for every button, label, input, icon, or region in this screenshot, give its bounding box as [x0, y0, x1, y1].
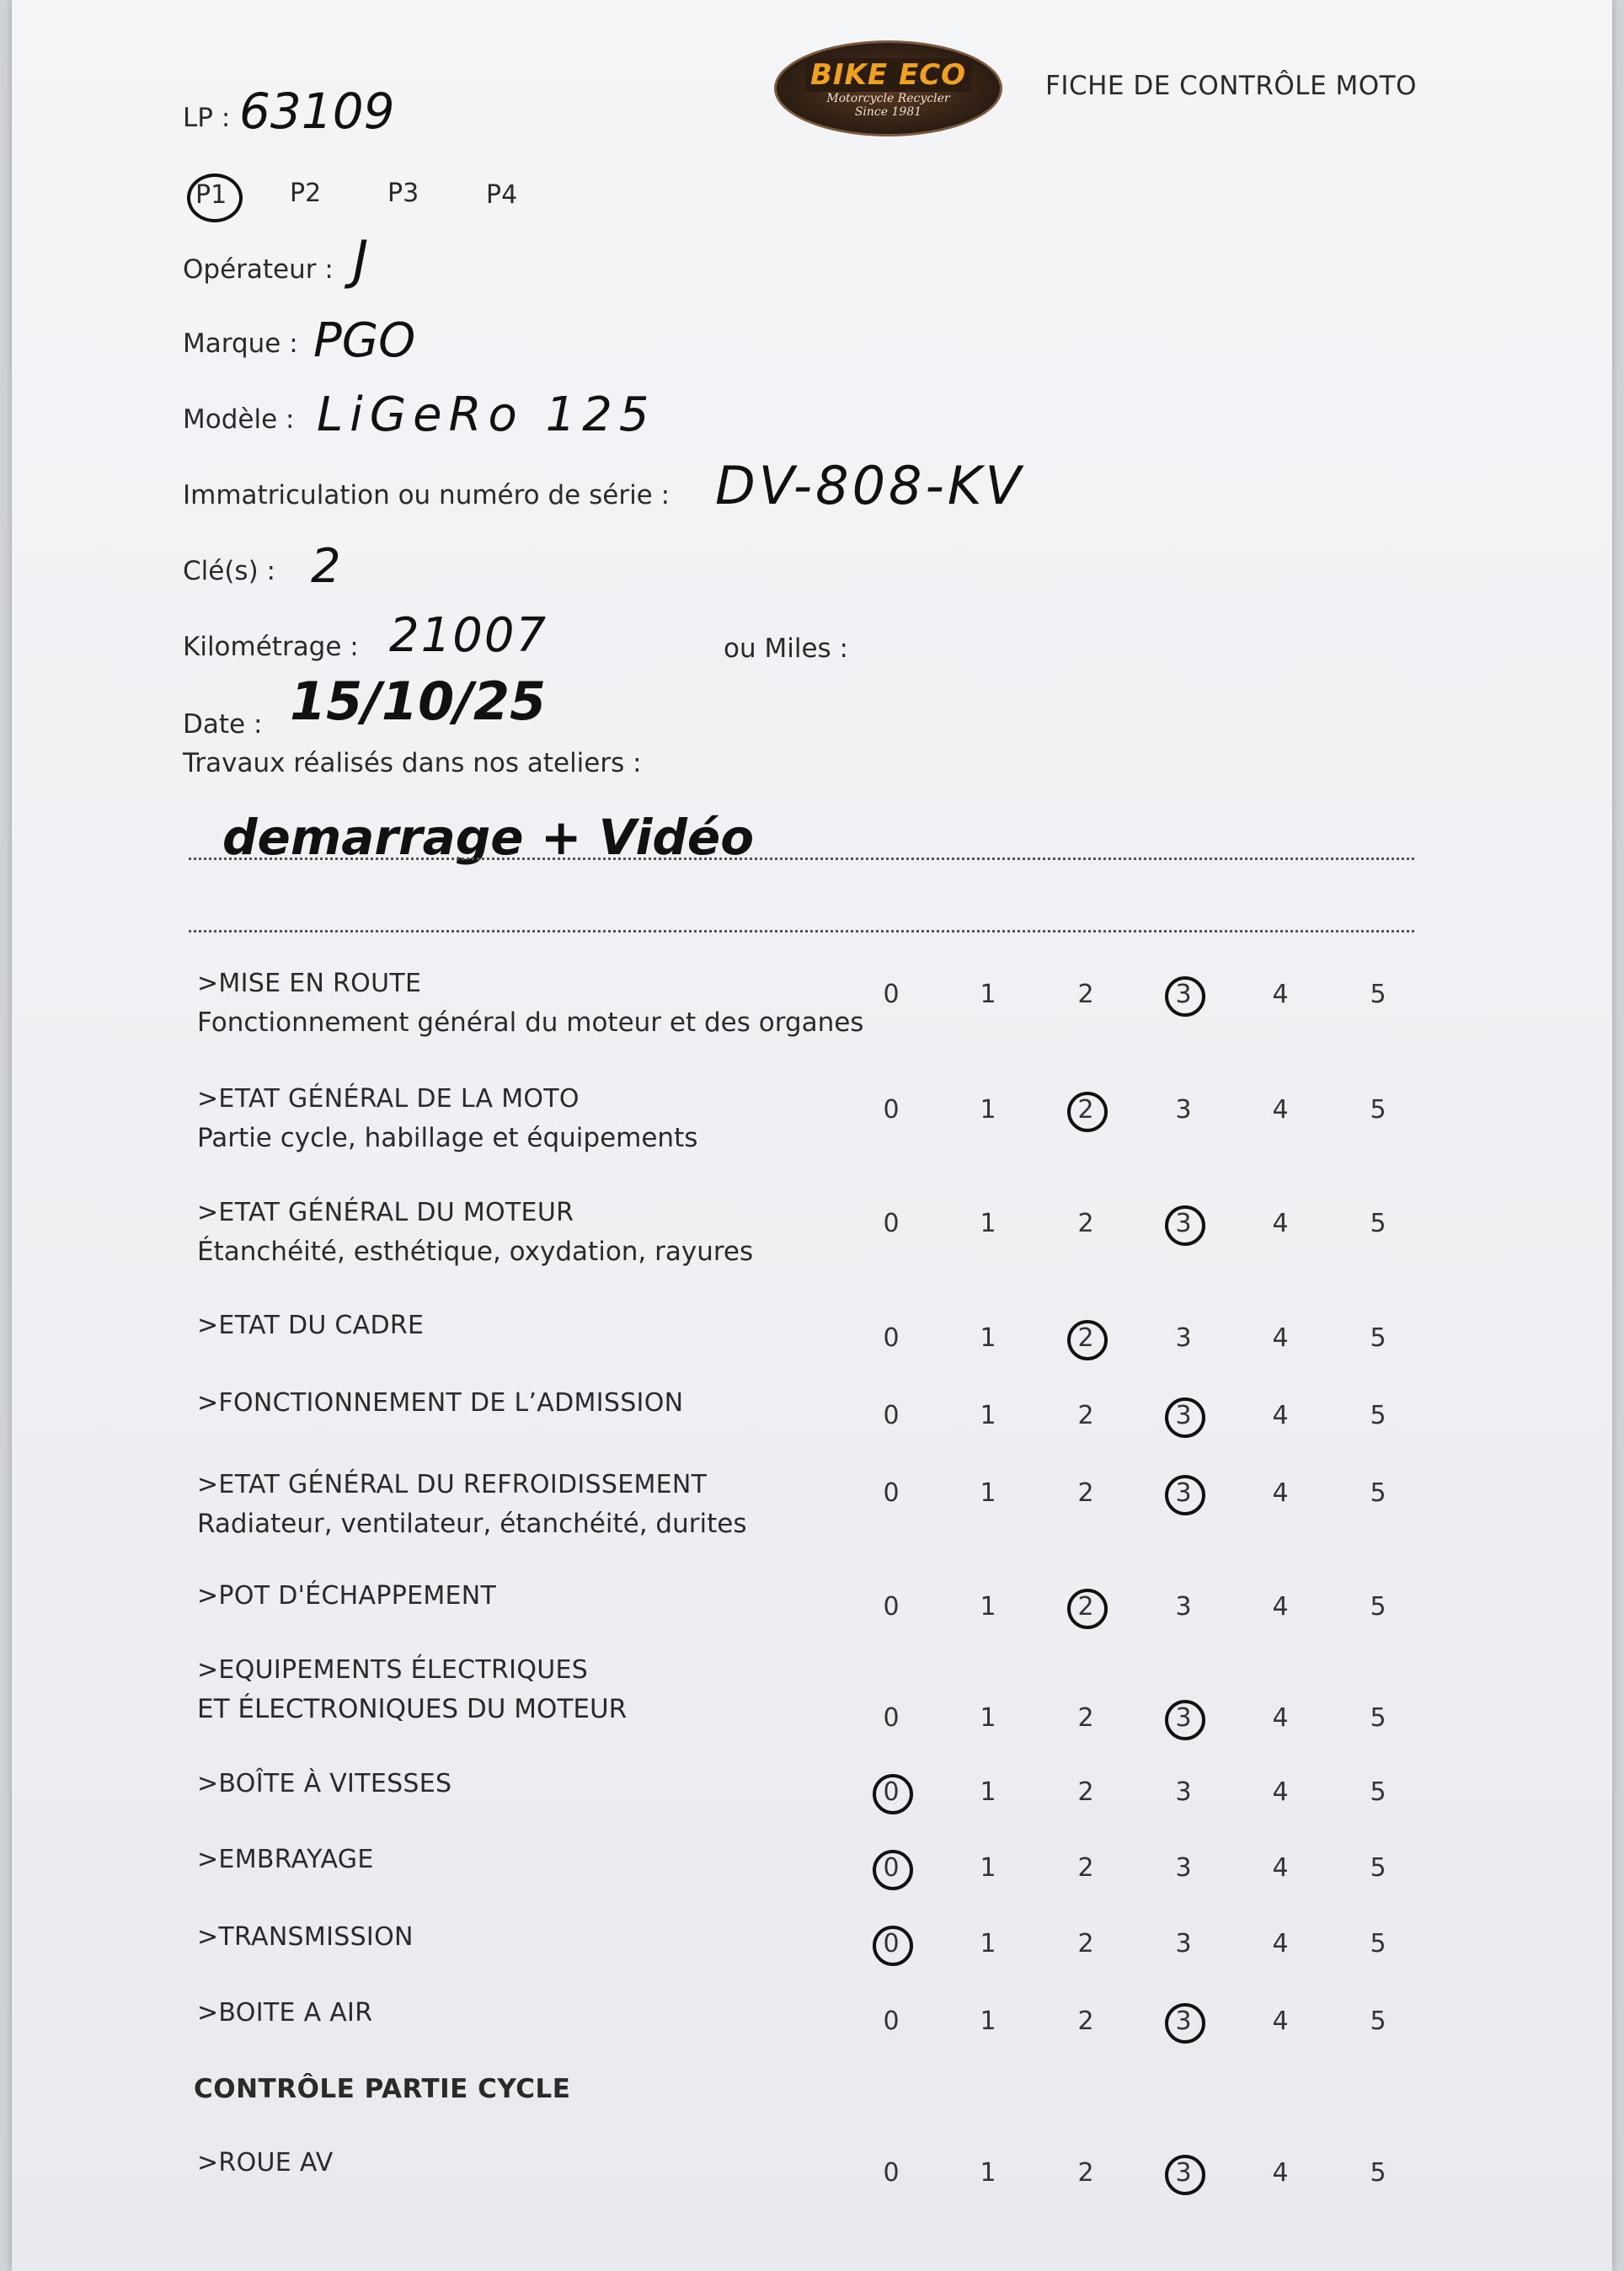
p-option-1[interactable]: P1 [195, 180, 227, 210]
score-option-3[interactable]: 3 [1160, 1200, 1207, 1248]
score-option-4[interactable]: 4 [1272, 980, 1289, 1009]
rating-row-title: >ETAT GÉNÉRAL DU REFROIDISSEMENT [197, 1470, 708, 1499]
rating-row-title: >ROUE AV [197, 2148, 334, 2177]
score-option-4[interactable]: 4 [1272, 1929, 1289, 1958]
score-option-5[interactable]: 5 [1370, 1478, 1386, 1508]
p-option-3[interactable]: P3 [387, 179, 419, 208]
rating-row-title: >MISE EN ROUTE [197, 969, 422, 998]
score-option-1[interactable]: 1 [980, 2006, 996, 2036]
form-title: FICHE DE CONTRÔLE MOTO [1045, 71, 1417, 101]
score-option-2[interactable]: 2 [1062, 1584, 1109, 1631]
score-option-3[interactable]: 3 [1175, 1777, 1192, 1807]
score-option-2[interactable]: 2 [1077, 1401, 1094, 1430]
score-option-5[interactable]: 5 [1370, 1401, 1386, 1430]
score-option-2[interactable]: 2 [1077, 1209, 1094, 1238]
score-option-5[interactable]: 5 [1370, 1853, 1386, 1883]
score-option-0[interactable]: 0 [883, 1592, 900, 1622]
score-option-4[interactable]: 4 [1272, 1323, 1289, 1353]
rating-row-title: >TRANSMISSION [197, 1922, 414, 1952]
score-option-0[interactable]: 0 [883, 1703, 900, 1733]
score-option-5[interactable]: 5 [1370, 1929, 1386, 1958]
score-option-1[interactable]: 1 [980, 2158, 996, 2188]
rating-row-subtitle: Étanchéité, esthétique, oxydation, rayures [197, 1237, 754, 1267]
section-title: CONTRÔLE PARTIE CYCLE [194, 2074, 571, 2104]
score-option-0[interactable]: 0 [883, 1209, 900, 1238]
rating-row-title: >BOÎTE À VITESSES [197, 1769, 452, 1798]
immat-label: Immatriculation ou numéro de série : [183, 480, 670, 510]
score-option-0[interactable]: 0 [868, 1921, 915, 1968]
score-option-0[interactable]: 0 [868, 1845, 915, 1892]
rating-row-title: >EQUIPEMENTS ÉLECTRIQUES [197, 1655, 589, 1685]
operateur-value[interactable]: J [353, 229, 369, 291]
score-option-3[interactable]: 3 [1160, 1998, 1207, 2045]
score-option-2[interactable]: 2 [1077, 1777, 1094, 1807]
rating-row-title: >ETAT GÉNÉRAL DE LA MOTO [197, 1084, 580, 1114]
score-option-1[interactable]: 1 [980, 1401, 996, 1430]
score-option-1[interactable]: 1 [980, 1777, 996, 1807]
score-option-3[interactable]: 3 [1160, 971, 1207, 1018]
score-option-3[interactable]: 3 [1175, 1323, 1192, 1353]
rating-row-title: >ETAT DU CADRE [197, 1311, 425, 1340]
score-option-0[interactable]: 0 [868, 1769, 915, 1816]
score-option-3[interactable]: 3 [1175, 1592, 1192, 1622]
score-option-4[interactable]: 4 [1272, 1592, 1289, 1622]
km-label: Kilométrage : [183, 632, 359, 662]
score-option-1[interactable]: 1 [980, 1478, 996, 1508]
km-value[interactable]: 21007 [389, 608, 548, 663]
score-option-4[interactable]: 4 [1272, 1703, 1289, 1733]
logo-sub1: Motorcycle Recycler [826, 92, 950, 105]
score-option-1[interactable]: 1 [980, 1929, 996, 1958]
score-option-0[interactable]: 0 [883, 1401, 900, 1430]
score-option-2[interactable]: 2 [1077, 1478, 1094, 1508]
score-option-3[interactable]: 3 [1160, 1470, 1207, 1517]
bike-eco-logo [774, 40, 1002, 136]
score-option-3[interactable]: 3 [1160, 1392, 1207, 1440]
score-option-1[interactable]: 1 [980, 1703, 996, 1733]
score-option-0[interactable]: 0 [883, 1323, 900, 1353]
score-option-0[interactable]: 0 [883, 2006, 900, 2036]
score-option-1[interactable]: 1 [980, 1209, 996, 1238]
cles-value[interactable]: 2 [311, 539, 341, 594]
rating-row-title: >BOITE A AIR [197, 1998, 373, 2028]
score-option-5[interactable]: 5 [1370, 2158, 1386, 2188]
lp-label: LP : [183, 103, 231, 133]
score-option-4[interactable]: 4 [1272, 1853, 1289, 1883]
operateur-label: Opérateur : [183, 254, 334, 285]
score-option-2[interactable]: 2 [1077, 1703, 1094, 1733]
score-option-3[interactable]: 3 [1160, 2150, 1207, 2197]
rating-row-title: >ETAT GÉNÉRAL DU MOTEUR [197, 1198, 574, 1227]
date-value[interactable]: 15/10/25 [290, 671, 547, 732]
p-option-2[interactable]: P2 [290, 179, 322, 208]
rating-row-subtitle: Partie cycle, habillage et équipements [197, 1123, 698, 1153]
score-option-2[interactable]: 2 [1077, 2006, 1094, 2036]
score-option-3[interactable]: 3 [1175, 1095, 1192, 1125]
travaux-line-2 [189, 930, 1414, 932]
control-sheet [12, 0, 1612, 2271]
score-option-5[interactable]: 5 [1370, 1323, 1386, 1353]
rating-row-title: >EMBRAYAGE [197, 1845, 374, 1874]
score-option-5[interactable]: 5 [1370, 980, 1386, 1009]
score-option-2[interactable]: 2 [1062, 1315, 1109, 1362]
score-option-4[interactable]: 4 [1272, 2158, 1289, 2188]
travaux-value[interactable]: demarrage + Vidéo [222, 809, 755, 866]
score-option-3[interactable]: 3 [1175, 1929, 1192, 1958]
score-option-2[interactable]: 2 [1077, 2158, 1094, 2188]
score-option-1[interactable]: 1 [980, 980, 996, 1009]
score-option-3[interactable]: 3 [1175, 1853, 1192, 1883]
score-option-4[interactable]: 4 [1272, 1095, 1289, 1125]
travaux-line-1 [189, 858, 1414, 860]
score-option-4[interactable]: 4 [1272, 1478, 1289, 1508]
logo-sub2: Since 1981 [854, 105, 922, 119]
marque-value[interactable]: PGO [313, 313, 416, 368]
score-option-2[interactable]: 2 [1077, 1853, 1094, 1883]
score-option-2[interactable]: 2 [1077, 980, 1094, 1009]
marque-label: Marque : [183, 329, 298, 359]
score-option-1[interactable]: 1 [980, 1323, 996, 1353]
score-option-5[interactable]: 5 [1370, 1703, 1386, 1733]
score-option-4[interactable]: 4 [1272, 2006, 1289, 2036]
score-option-3[interactable]: 3 [1160, 1695, 1207, 1742]
rating-row-subtitle: ET ÉLECTRONIQUES DU MOTEUR [197, 1694, 628, 1724]
score-option-0[interactable]: 0 [883, 1478, 900, 1508]
score-option-5[interactable]: 5 [1370, 1592, 1386, 1622]
score-option-4[interactable]: 4 [1272, 1777, 1289, 1807]
score-option-1[interactable]: 1 [980, 1095, 996, 1125]
date-label: Date : [183, 709, 263, 740]
score-option-5[interactable]: 5 [1370, 1209, 1386, 1238]
travaux-label: Travaux réalisés dans nos ateliers : [183, 748, 642, 778]
cles-label: Clé(s) : [183, 556, 275, 586]
rating-row-title: >POT D'ÉCHAPPEMENT [197, 1581, 497, 1611]
score-option-0[interactable]: 0 [883, 980, 900, 1009]
rating-row-subtitle: Radiateur, ventilateur, étanchéité, durites [197, 1509, 747, 1539]
score-option-0[interactable]: 0 [883, 2158, 900, 2188]
score-option-5[interactable]: 5 [1370, 2006, 1386, 2036]
score-option-2[interactable]: 2 [1062, 1087, 1109, 1134]
score-option-0[interactable]: 0 [883, 1095, 900, 1125]
lp-value[interactable]: 63109 [239, 83, 395, 140]
p-option-4[interactable]: P4 [486, 180, 518, 210]
score-option-4[interactable]: 4 [1272, 1209, 1289, 1238]
miles-label: ou Miles : [724, 633, 848, 664]
logo-text: BIKE ECO [805, 58, 971, 92]
score-option-1[interactable]: 1 [980, 1853, 996, 1883]
score-option-5[interactable]: 5 [1370, 1095, 1386, 1125]
rating-row-title: >FONCTIONNEMENT DE L’ADMISSION [197, 1388, 684, 1418]
modele-label: Modèle : [183, 404, 295, 435]
modele-value[interactable]: LiGeRo 125 [317, 387, 656, 442]
rating-row-subtitle: Fonctionnement général du moteur et des organes [197, 1007, 864, 1038]
score-option-5[interactable]: 5 [1370, 1777, 1386, 1807]
score-option-2[interactable]: 2 [1077, 1929, 1094, 1958]
score-option-4[interactable]: 4 [1272, 1401, 1289, 1430]
immat-value[interactable]: DV-808-KV [715, 455, 1024, 516]
score-option-1[interactable]: 1 [980, 1592, 996, 1622]
